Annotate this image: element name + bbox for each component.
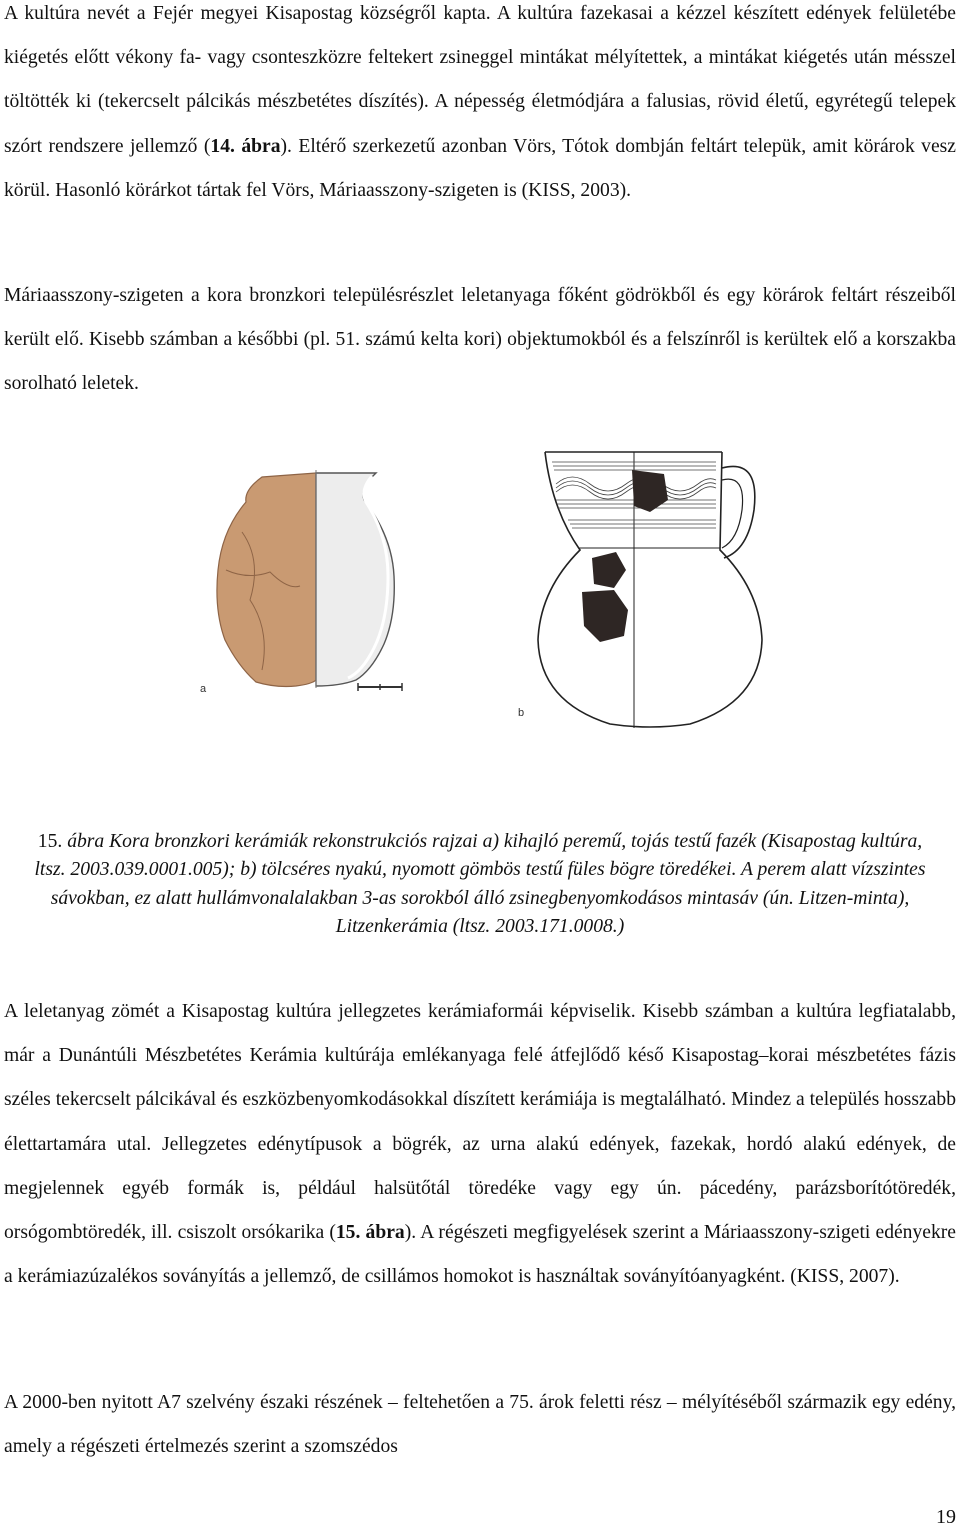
- paragraph-leletanyag-text-1: A leletanyag zömét a Kisapostag kultúra jellegzetes kerámiaformái képviselik. Kisebb számban a kultúra legfiatalabb, már a Dunántúli Mészbetétes Kerámia kultúrája emlékanyaga felé átfejlődő késő Kisapostag–korai mészbetétes fázis széles tekercselt pálcikával és eszközbenyomkodásokkal díszített kerámiája is megtalálható. Mindez a település hosszabb élettartamára utal. Jellegzetes edénytípusok a bögrék, az urna alakú edények, fazekak, hordó alakú edények, de megjelennek egyéb formák is, például halsütőtál töredéke vagy egy ún. pácedény, parázsborítótöredék, orsógombtöredék, ill. csiszolt orsókarika (: [4, 1001, 956, 1244]
- figure-15-drawing: [0, 440, 960, 825]
- figure-caption: [0, 828, 960, 942]
- figure-ref-15: 15. ábra: [335, 1222, 405, 1244]
- figure-label-b: b: [518, 707, 525, 719]
- figure-15: [0, 440, 960, 825]
- paragraph-leletanyag: [4, 990, 956, 1299]
- pot-b-handle-inner: [722, 479, 743, 548]
- paragraph-a7: A 2000-ben nyitott A7 szelvény északi részének – feltehetően a 75. árok feletti rész – mélyítéséből származik egy edény, amely a régészeti értelmezés szerint a szomszédos: [4, 1392, 956, 1458]
- figure-label-a: a: [200, 683, 207, 695]
- page-number: 19: [936, 1506, 956, 1528]
- figure-ref-14: 14. ábra: [210, 135, 281, 157]
- scale-bar-a: [358, 683, 402, 691]
- caption-text: ábra Kora bronzkori kerámiák rekonstrukciós rajzai a) kihajló peremű, tojás testű fazék (Kisapostag kultúra, ltsz. 2003.039.0001.005); b) tölcséres nyakú, nyomott gömbös testű füles bögre töredékei. A perem alatt vízszintes sávokban, ez alatt hullámvonalalakban 3-as sorokból álló zsinegbenyomkodásos mintasáv (ún. Litzen-minta), Litzenkerámia (ltsz. 2003.171.0008.): [34, 831, 926, 938]
- pot-a-drawing-half: [316, 473, 394, 686]
- caption-number: 15.: [37, 831, 63, 852]
- paragraph-intro: [4, 0, 956, 213]
- paragraph-intro-text-2: ). Eltérő szerkezetű azonban Vörs, Tótok dombján feltárt telepük, amit körárok vesz körül. Hasonló körárkot tártak fel Vörs, Máriaasszony-szigeten is (KISS, 2003).: [4, 135, 956, 201]
- paragraph-mariaasszony: Máriaasszony-szigeten a kora bronzkori településrészlet leletanyaga főként gödrökből és egy körárok feltárt részeiből került elő. Kisebb számban a későbbi (pl. 51. számú kelta kori) objektumokból és a felszínről is kerültek elő a korszakba sorolható leletek.: [4, 285, 956, 395]
- paragraph-leletanyag-text-2: ). A régészeti megfigyelések szerint a Máriaasszony-szigeti edényekre a kerámiazúzalékos soványítás a jellemző, de csillámos homokot is használtak soványítóanyagként. (KISS, 2007).: [4, 1222, 956, 1288]
- pot-a-photo-half: [217, 473, 316, 687]
- pot-a: [200, 470, 402, 695]
- paragraph-intro-text-1: A kultúra nevét a Fejér megyei Kisapostag községről kapta. A kultúra fazekasai a kézzel készített edények felületébe kiégetés előtt vékony fa- vagy csonteszközre feltekert zsineggel mintákat mélyítettek, a mintákat kiégetés után mésszel töltötték ki (tekercselt pálcikás mészbetétes díszítés). A népesség életmódjára a falusias, rövid életű, egyrétegű telepek szórt rendszere jellemző (: [4, 3, 956, 157]
- pot-b: [518, 452, 762, 728]
